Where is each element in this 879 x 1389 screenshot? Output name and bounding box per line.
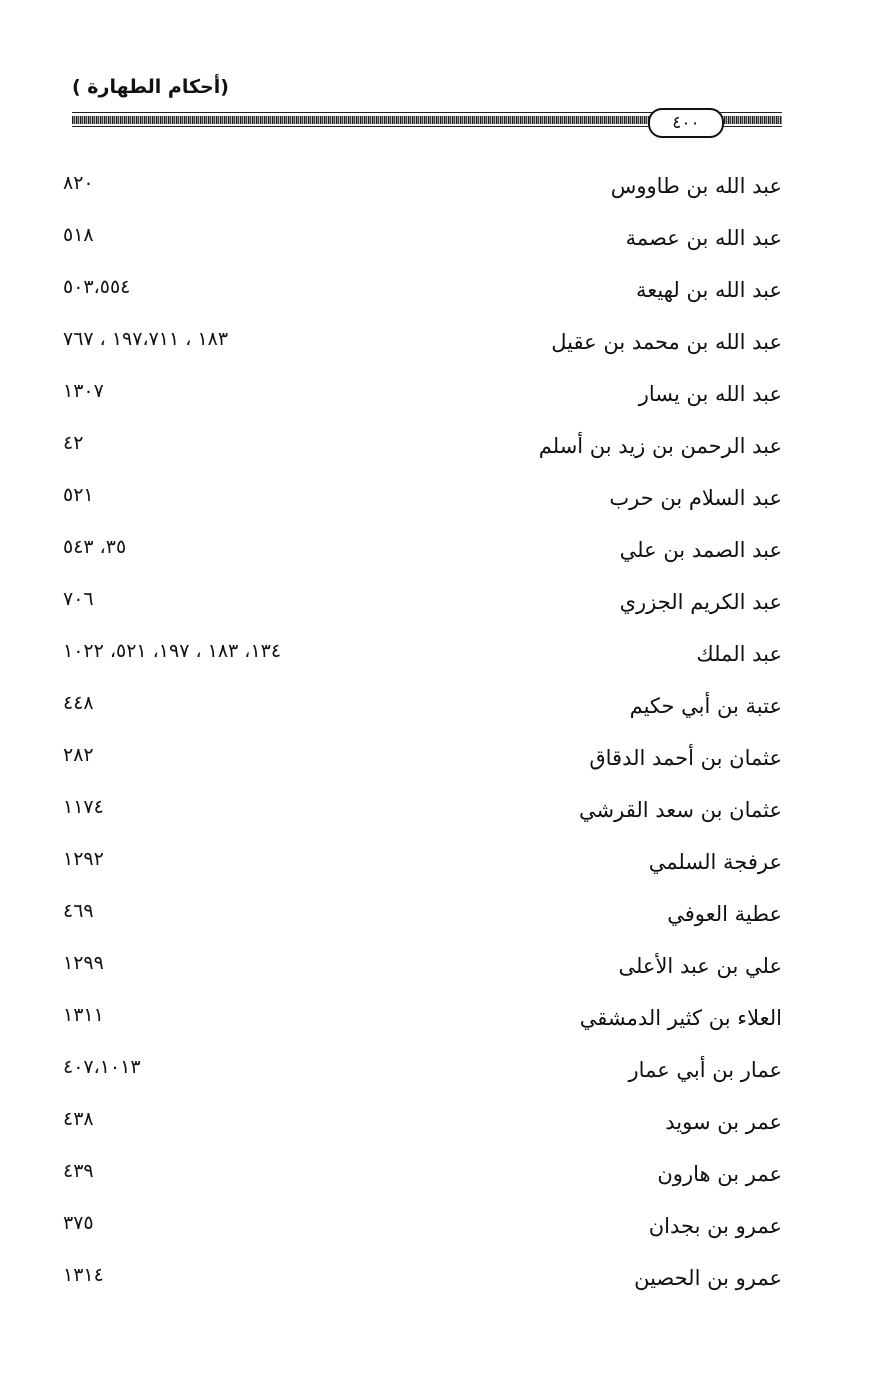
book-title: (أحكام الطهارة ) (72, 76, 229, 98)
entry-pages: ١٢٩٩ (63, 952, 104, 974)
entry-name: عرفجة السلمي (648, 850, 782, 874)
entry-pages: ١٣١١ (63, 1004, 104, 1026)
entry-pages: ١١٧٤ (63, 796, 104, 818)
index-entry (55, 272, 790, 324)
entry-pages: ٤٣٨ (63, 1108, 94, 1130)
entry-name: عطية العوفي (667, 902, 782, 926)
entry-pages: ١٢٩٢ (63, 848, 104, 870)
entry-name: عبد الله بن طاووس (610, 174, 782, 198)
entry-pages: ١٣١٤ (63, 1264, 104, 1286)
entry-name: عبد الله بن يسار (638, 382, 782, 406)
entry-name: عثمان بن أحمد الدقاق (589, 746, 782, 770)
entry-name: عمر بن هارون (657, 1162, 782, 1186)
entry-name: عبد الكريم الجزري (619, 590, 782, 614)
index-entry (55, 220, 790, 272)
entry-pages: ٢٨٢ (63, 744, 94, 766)
entry-pages: ٤٤٨ (63, 692, 94, 714)
index-entry (55, 1156, 790, 1208)
page-number: ٤٠٠ (648, 108, 724, 138)
entry-name: العلاء بن كثير الدمشقي (579, 1006, 782, 1030)
entry-name: عبد السلام بن حرب (609, 486, 782, 510)
entry-name: عبد الله بن عصمة (625, 226, 782, 250)
entry-pages: ٣٥، ٥٤٣ (63, 536, 127, 558)
entry-pages: ٥١٨ (63, 224, 94, 246)
index-entry (55, 1208, 790, 1260)
entry-pages: ٥٠٣،٥٥٤ (63, 276, 131, 298)
index-entry (55, 428, 790, 480)
index-entry (55, 168, 790, 220)
entry-name: عبد الله بن لهيعة (636, 278, 782, 302)
index-entry (55, 1052, 790, 1104)
index-entry (55, 1260, 790, 1312)
entry-name: عبد الملك (696, 642, 782, 666)
index-entry (55, 376, 790, 428)
index-entry (55, 792, 790, 844)
entry-name: عمرو بن الحصين (634, 1266, 782, 1290)
entry-name: عمار بن أبي عمار (628, 1058, 782, 1082)
entry-name: عبد الصمد بن علي (619, 538, 782, 562)
index-entry (55, 688, 790, 740)
entry-name: عمرو بن بجدان (648, 1214, 782, 1238)
entry-pages: ٧٠٦ (63, 588, 94, 610)
index-entry (55, 532, 790, 584)
index-entry (55, 948, 790, 1000)
index-entry (55, 844, 790, 896)
entry-name: عبد الرحمن بن زيد بن أسلم (538, 434, 782, 458)
entry-pages: ٨٢٠ (63, 172, 94, 194)
entry-name: علي بن عبد الأعلى (618, 954, 782, 978)
index-entry (55, 584, 790, 636)
entry-pages: ٣٧٥ (63, 1212, 94, 1234)
entry-pages: ٤٦٩ (63, 900, 94, 922)
entry-pages: ٤٣٩ (63, 1160, 94, 1182)
entry-pages: ١٣٠٧ (63, 380, 104, 402)
index-entry (55, 324, 790, 376)
entry-name: عبد الله بن محمد بن عقيل (551, 330, 782, 354)
index-entry (55, 636, 790, 688)
index-entry (55, 1104, 790, 1156)
entry-pages: ١٣٤، ١٨٣ ، ١٩٧، ٥٢١، ١٠٢٢ (63, 640, 282, 662)
index-entry (55, 480, 790, 532)
entry-pages: ٤٢ (63, 432, 84, 454)
index-entry (55, 896, 790, 948)
entry-name: عتبة بن أبي حكيم (629, 694, 782, 718)
index-entry (55, 1000, 790, 1052)
entry-name: عثمان بن سعد القرشي (579, 798, 782, 822)
entry-pages: ٤٠٧،١٠١٣ (63, 1056, 141, 1078)
entry-pages: ١٨٣ ، ١٩٧،٧١١ ، ٧٦٧ (63, 328, 229, 350)
index-entry (55, 740, 790, 792)
entry-name: عمر بن سويد (665, 1110, 782, 1134)
entry-pages: ٥٢١ (63, 484, 94, 506)
